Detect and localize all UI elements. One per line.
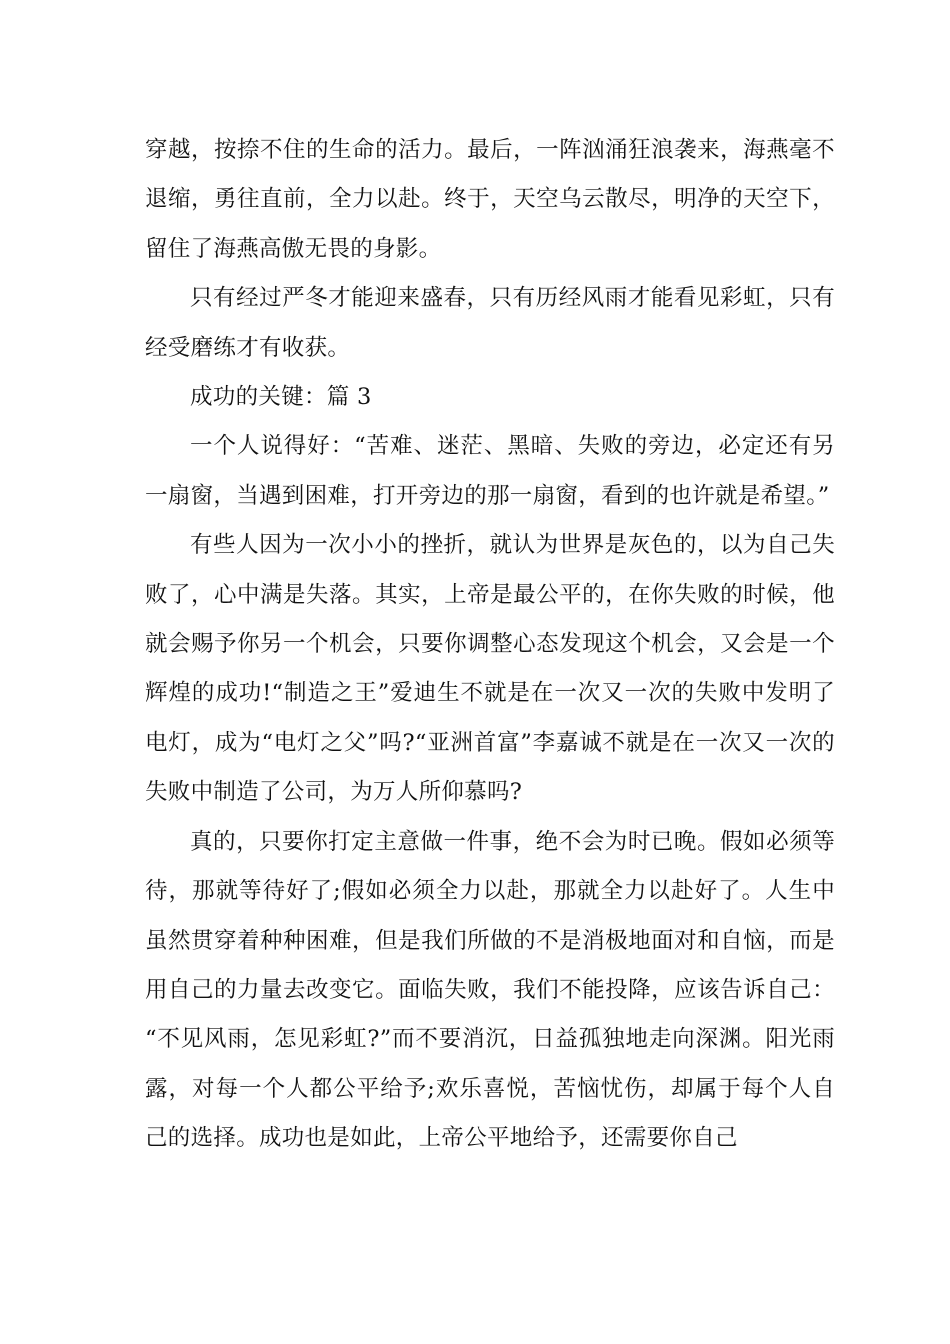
paragraph-2: 只有经过严冬才能迎来盛春，只有历经风雨才能看见彩虹，只有经受磨练才有收获。 — [145, 285, 835, 361]
paragraph-1: 穿越，按捺不住的生命的活力。最后，一阵汹涌狂浪袭来，海燕毫不退缩，勇往直前，全力以赴。终于，天空乌云散尽，明净的天空下，留住了海燕高傲无畏的身影。 — [145, 137, 835, 262]
section-heading: 成功的关键：篇 3 — [190, 384, 372, 411]
paragraph-3: 一个人说得好：“苦难、迷茫、黑暗、失败的旁边，必定还有另一扇窗，当遇到困难，打开旁边的那一扇窗，看到的也许就是希望。” — [145, 433, 835, 509]
paragraph-5: 真的，只要你打定主意做一件事，绝不会为时已晚。假如必须等待，那就等待好了;假如必须全力以赴，那就全力以赴好了。人生中虽然贯穿着种种困难，但是我们所做的不是消极地面对和自恼，而是用自己的力量去改变它。面临失败，我们不能投降，应该告诉自己：“不见风雨，怎见彩虹?”而不要消沉，日益孤独地走向深渊。阳光雨露，对每一个人都公平给予;欢乐喜悦，苦恼忧伤，却属于每个人自己的选择。成功也是如此，上帝公平地给予，还需要你自己 — [145, 828, 835, 1152]
document-body — [145, 126, 835, 1164]
paragraph-4: 有些人因为一次小小的挫折，就认为世界是灰色的，以为自己失败了，心中满是失落。其实，上帝是最公平的，在你失败的时候，他就会赐予你另一个机会，只要你调整心态发现这个机会，又会是一个辉煌的成功!“制造之王”爱迪生不就是在一次又一次的失败中发明了电灯，成为“电灯之父”吗?“亚洲首富”李嘉诚不就是在一次又一次的失败中制造了公司，为万人所仰慕吗? — [145, 532, 835, 806]
